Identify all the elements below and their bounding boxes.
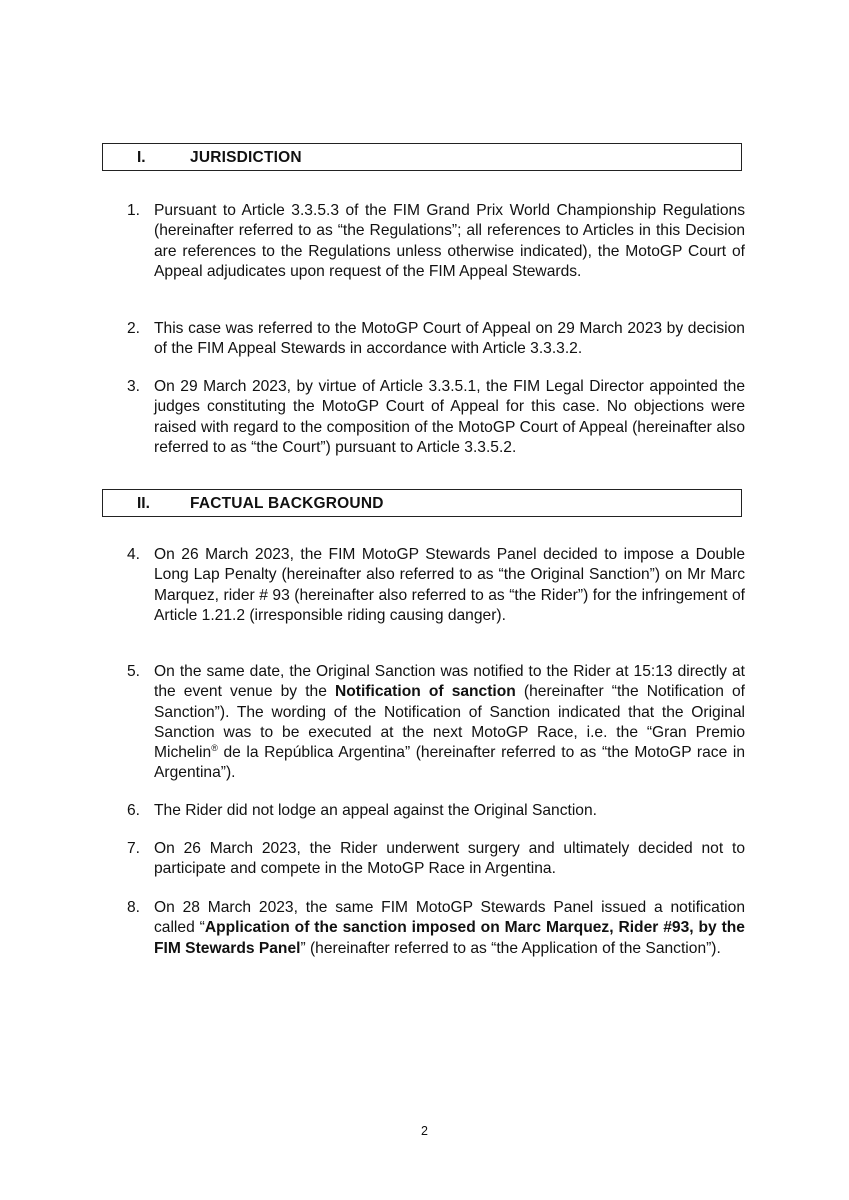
section-number: I.: [137, 149, 146, 166]
paragraph-text: [154, 898, 745, 959]
section-title: JURISDICTION: [190, 149, 302, 166]
paragraph-number: 1.: [127, 202, 141, 219]
paragraph-4: [127, 545, 745, 626]
section-number: II.: [137, 495, 150, 512]
paragraph-number: 8.: [127, 899, 141, 916]
paragraph-text: On 26 March 2023, the Rider underwent surgery and ultimately decided not to participate and compete in the MotoGP Race in Argentina.: [154, 840, 745, 878]
paragraph-1: [127, 201, 745, 282]
paragraph-number: 5.: [127, 663, 141, 680]
paragraph-number: 2.: [127, 320, 141, 337]
paragraph-text-part: On 28 March 2023, the same FIM MotoGP Stewards Panel issued a notification called “: [154, 899, 745, 937]
bold-reference: Application of the sanction imposed on Marc Marquez, Rider #93, by the FIM Stewards Panel: [154, 919, 745, 957]
bold-reference: Notification of sanction: [335, 683, 516, 701]
paragraph-3: [127, 377, 745, 458]
section-heading-factual-background: [102, 489, 742, 517]
paragraph-5: [127, 662, 745, 784]
paragraph-6: [127, 801, 745, 821]
paragraph-text: [154, 662, 745, 784]
section-heading-jurisdiction: [102, 143, 742, 171]
paragraph-text-part: ” (hereinafter referred to as “the Application of the Sanction”).: [300, 939, 721, 957]
paragraph-text: On 26 March 2023, the FIM MotoGP Stewards Panel decided to impose a Double Long Lap Penalty (hereinafter also referred to as “the Original Sanction”) on Mr Marc Marquez, rider # 93 (hereinafter also referred to as “the Rider”) for the infringement of Article 1.21.2 (irresponsible riding causing danger).: [154, 546, 745, 624]
paragraph-8: [127, 898, 745, 959]
page-number: 2: [421, 1124, 428, 1138]
paragraph-text: Pursuant to Article 3.3.5.3 of the FIM Grand Prix World Championship Regulations (hereinafter referred to as “the Regulations”; all references to Articles in this Decision are references to the Regulations unless otherwise indicated), the MotoGP Court of Appeal adjudicates upon request of the FIM Appeal Stewards.: [154, 202, 745, 280]
paragraph-text: The Rider did not lodge an appeal against the Original Sanction.: [154, 802, 597, 819]
registered-mark: ®: [211, 743, 218, 754]
paragraph-2: [127, 319, 745, 360]
paragraph-text-part: de la República Argentina” (hereinafter referred to as “the MotoGP race in Argentina”).: [154, 744, 745, 782]
paragraph-number: 7.: [127, 840, 141, 857]
paragraph-number: 3.: [127, 378, 141, 395]
paragraph-7: [127, 839, 745, 880]
section-title: FACTUAL BACKGROUND: [190, 495, 384, 512]
paragraph-number: 4.: [127, 546, 141, 563]
paragraph-text-part: (hereinafter “the Notification of Sanction”). The wording of the Notification of Sanction indicated that the Original Sanction was to be executed at the next MotoGP Race, i.e. the “Gran Premio Michelin: [154, 683, 745, 762]
paragraph-text: On 29 March 2023, by virtue of Article 3.3.5.1, the FIM Legal Director appointed the judges constituting the MotoGP Court of Appeal for this case. No objections were raised with regard to the composition of the MotoGP Court of Appeal (hereinafter also referred to as “the Court”) pursuant to Article 3.3.5.2.: [154, 378, 745, 456]
paragraph-text: This case was referred to the MotoGP Court of Appeal on 29 March 2023 by decision of the FIM Appeal Stewards in accordance with Article 3.3.3.2.: [154, 320, 745, 358]
paragraph-number: 6.: [127, 802, 141, 819]
paragraph-text-part: On the same date, the Original Sanction was notified to the Rider at 15:13 directly at the event venue by the: [154, 663, 745, 701]
